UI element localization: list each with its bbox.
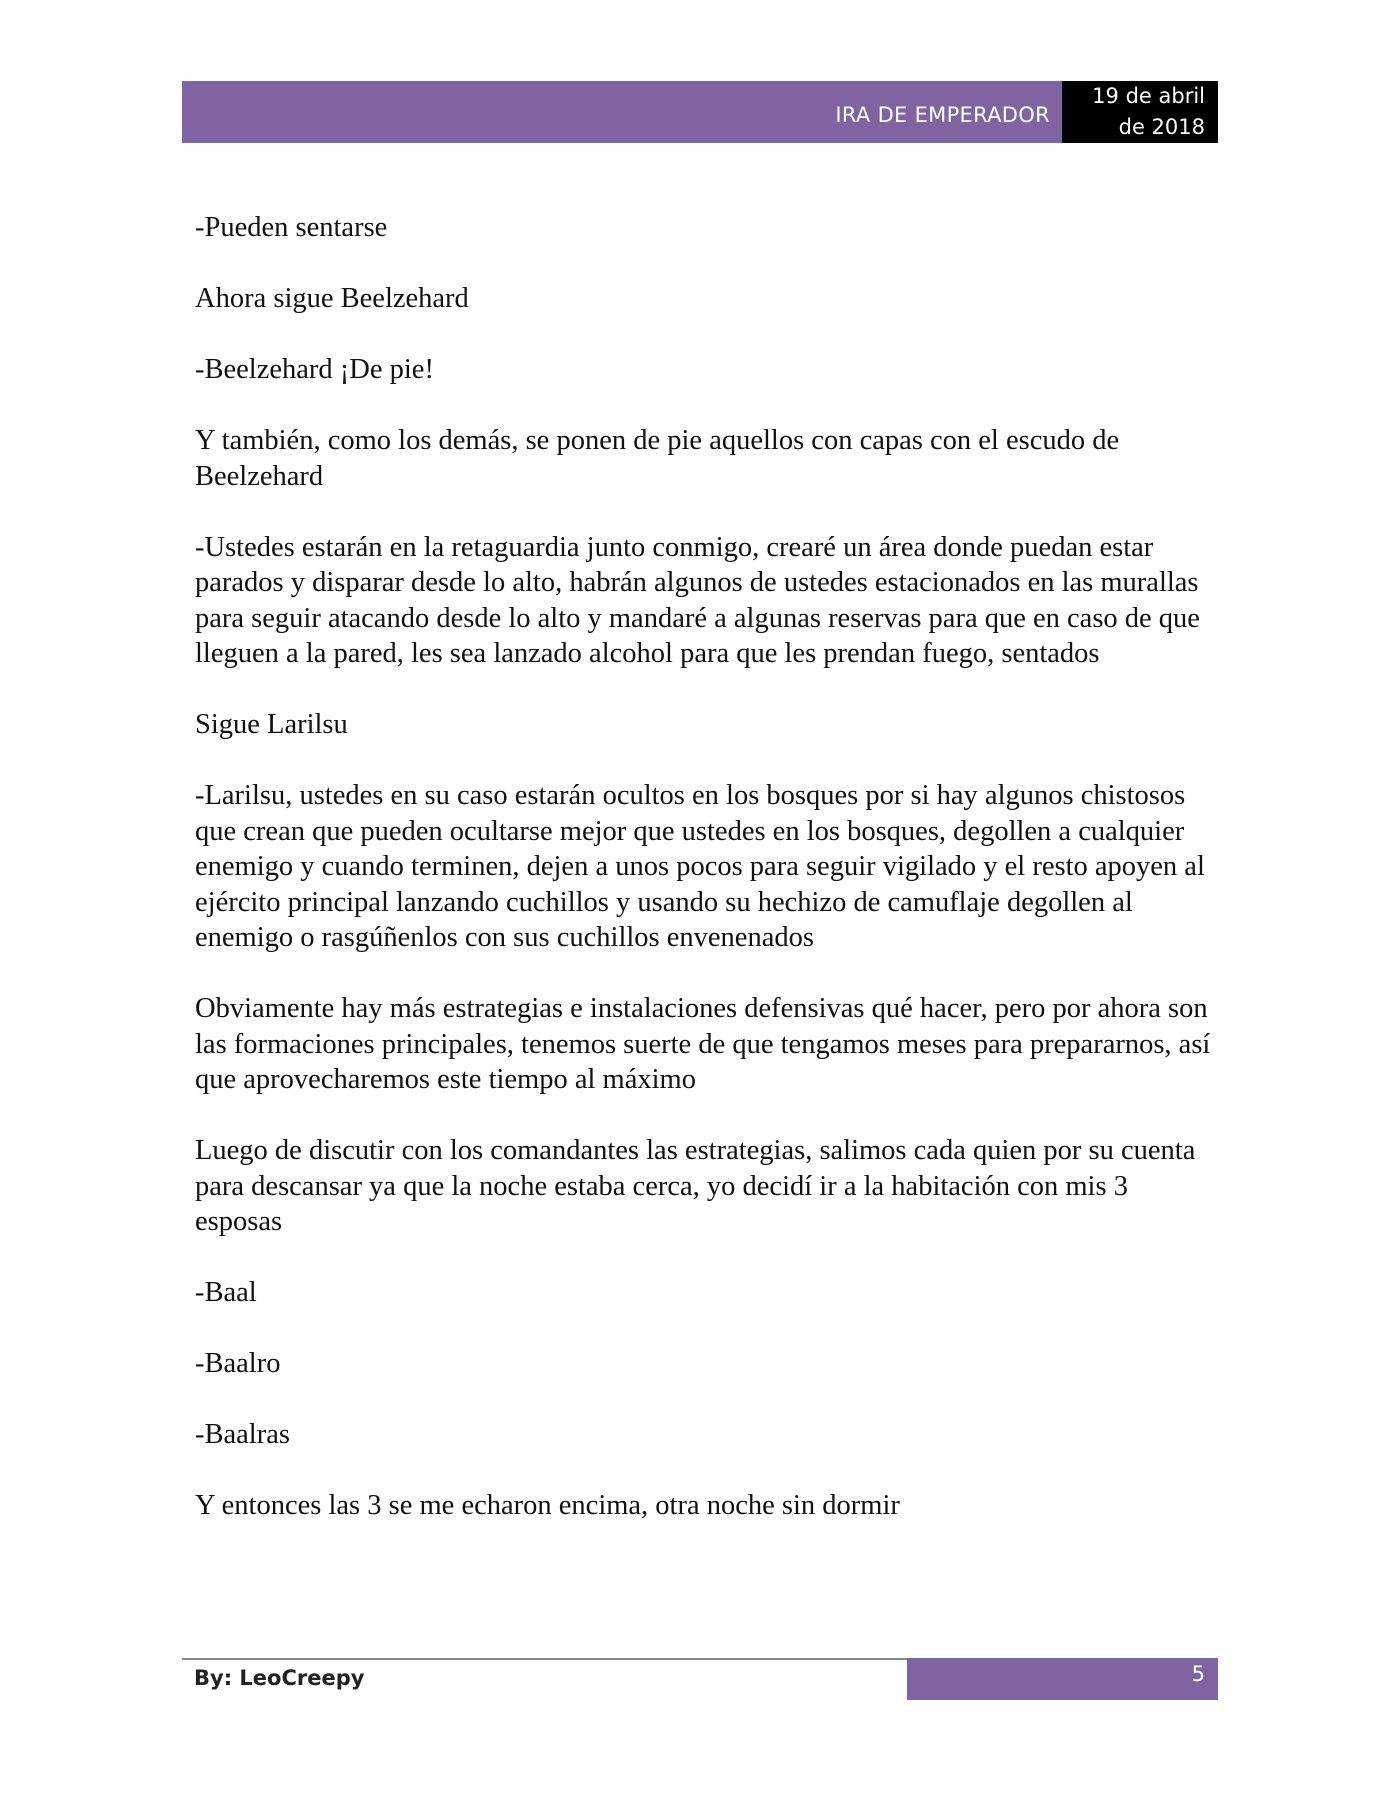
author-credit: By: LeoCreepy xyxy=(194,1666,365,1690)
paragraph: Y entonces las 3 se me echaron encima, otra noche sin dormir xyxy=(195,1490,900,1521)
date-line-2: de 2018 xyxy=(1118,115,1205,139)
paragraph: Obviamente hay más estrategias e instalaciones defensivas qué hacer, pero por ahora son las formaciones principales, tenemos suerte de que tengamos meses para prepararnos, así que aprovecharemos este tiempo al máximo xyxy=(195,993,1211,1095)
footer-divider xyxy=(182,1658,907,1660)
page-number: 5 xyxy=(1191,1662,1205,1686)
header-band xyxy=(182,81,1062,143)
paragraph: Sigue Larilsu xyxy=(195,709,348,740)
paragraph: Y también, como los demás, se ponen de pie aquellos con capas con el escudo de Beelzehard xyxy=(195,425,1120,492)
paragraph: -Beelzehard ¡De pie! xyxy=(195,354,434,385)
paragraph: -Baalro xyxy=(195,1348,281,1379)
paragraph: -Larilsu, ustedes en su caso estarán ocultos en los bosques por si hay algunos chistosos que crean que pueden ocultarse mejor que ustedes en los bosques, degollen a cualquier enemigo y cuando terminen, dejen a unos pocos para seguir vigilado y el resto apoyen al ejército principal lanzando cuchillos y usando su hechizo de camuflaje degollen al enemigo o rasgúñenlos con sus cuchillos envenenados xyxy=(195,780,1205,953)
paragraph: -Pueden sentarse xyxy=(195,212,388,243)
paragraph: -Baal xyxy=(195,1277,257,1308)
paragraph: Luego de discutir con los comandantes las estrategias, salimos cada quien por su cuenta para descansar ya que la noche estaba cerca, yo decidí ir a la habitación con mis 3 esposas xyxy=(195,1135,1196,1237)
page-header xyxy=(182,81,1218,143)
header-date xyxy=(1062,81,1218,143)
document-title: IRA DE EMPERADOR xyxy=(835,103,1050,127)
date-line-1: 19 de abril xyxy=(1092,84,1205,108)
page-body xyxy=(195,210,1215,1559)
paragraph: -Baalras xyxy=(195,1419,290,1450)
paragraph: -Ustedes estarán en la retaguardia junto conmigo, crearé un área donde puedan estar parados y disparar desde lo alto, habrán algunos de ustedes estacionados en las murallas para seguir atacando desde lo alto y mandaré a algunas reservas para que en caso de que lleguen a la pared, les sea lanzado alcohol para que les prendan fuego, sentados xyxy=(195,531,1200,669)
footer-band xyxy=(907,1658,1218,1700)
page-footer xyxy=(182,1656,1218,1700)
paragraph: Ahora sigue Beelzehard xyxy=(195,283,469,314)
